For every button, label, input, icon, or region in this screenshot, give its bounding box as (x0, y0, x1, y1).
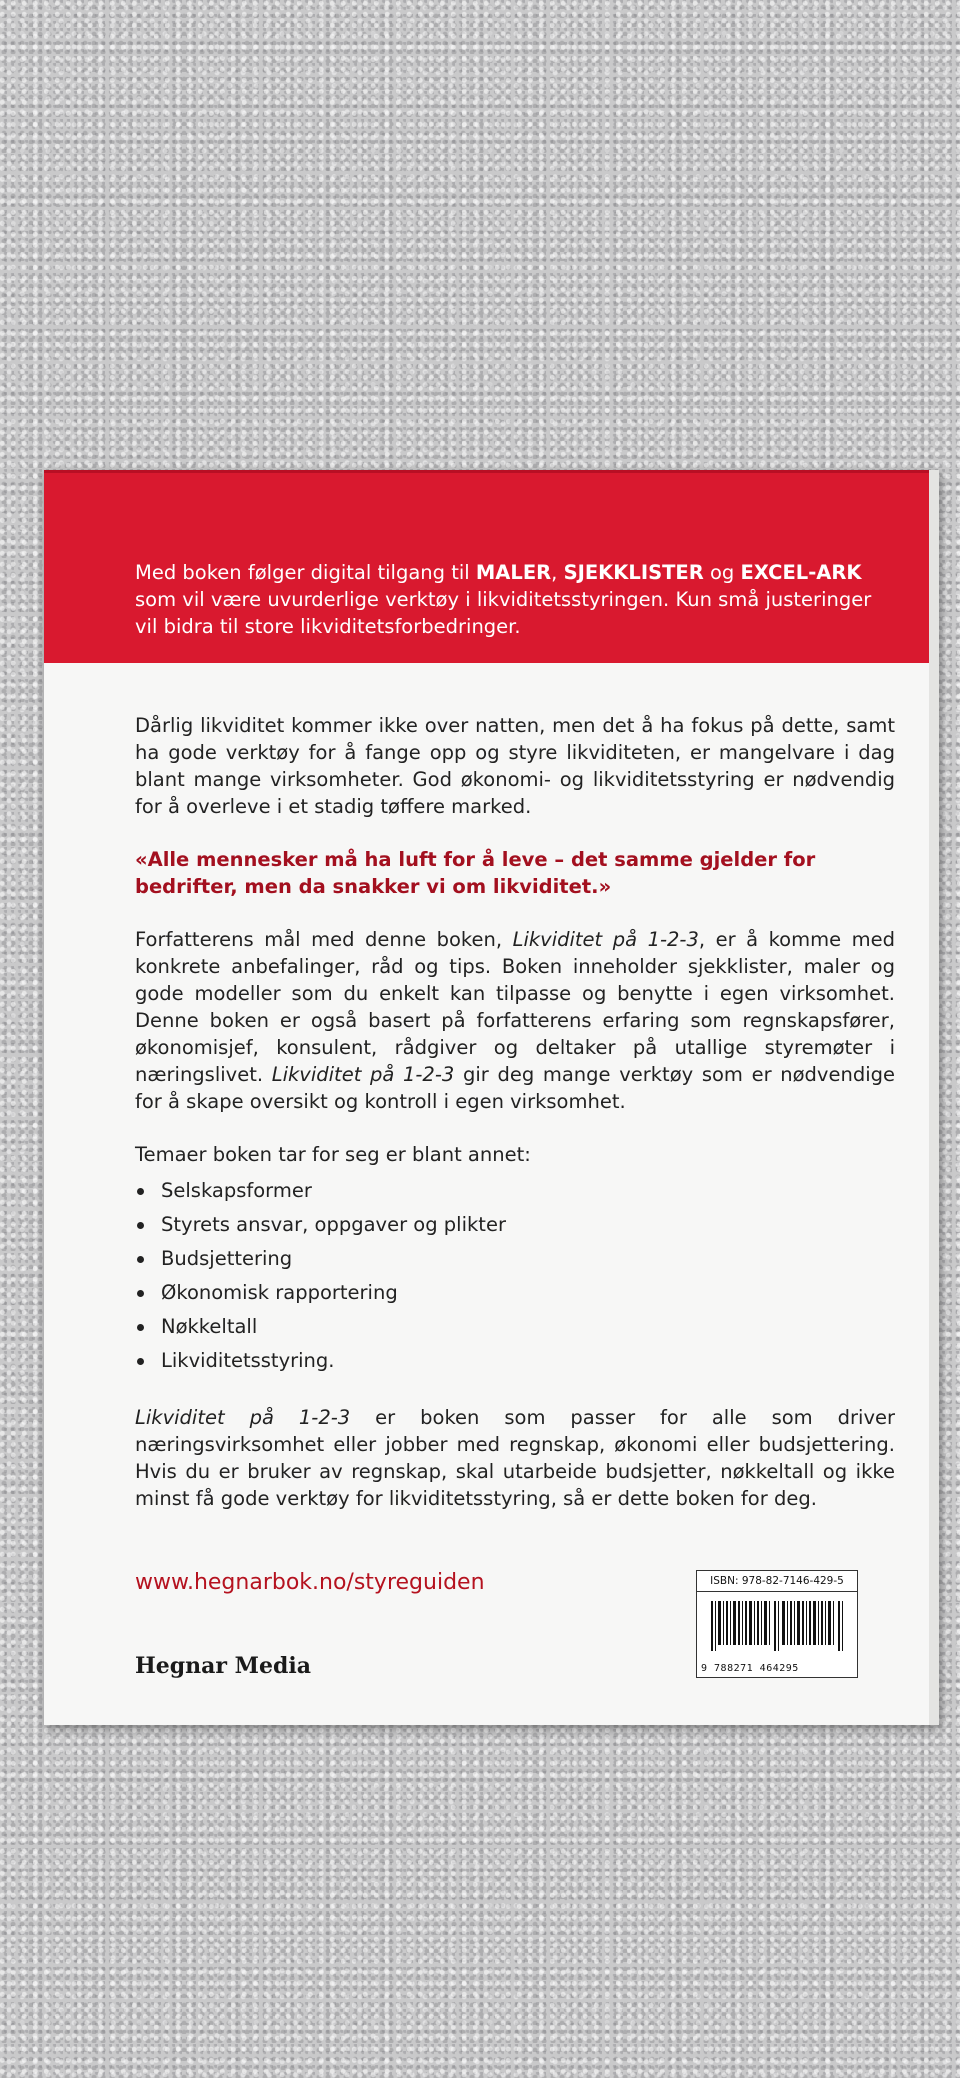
banner-keyword-maler: MALER (475, 561, 552, 584)
list-item: Styrets ansvar, oppgaver og plikter (135, 1208, 895, 1242)
text-run: , er å komme med konkrete anbefalinger, råd og tips. Boken inneholder sjekklister, maler og gode modeller som du enkelt kan tilpasse og benytte i egen virksomhet. Denne boken er også basert på forfatterens erfaring som regnskapsfører, økonomisjef, konsulent, rådgiver og deltaker på utallige styremøter i næringslivet. (135, 928, 895, 1086)
banner-keyword-excel-ark: EXCEL-ARK (740, 561, 862, 584)
banner-keyword-sjekklister: SJEKKLISTER (563, 561, 704, 584)
text-run: Forfatterens mål med denne boken, (135, 928, 513, 951)
pull-quote: «Alle mennesker må ha luft for å leve – det samme gjelder for bedrifter, men da snakker vi om likviditet.» (135, 848, 816, 898)
list-item: Økonomisk rapportering (135, 1276, 895, 1310)
paragraph-intro: Dårlig likviditet kommer ikke over natten, men det å ha fokus på dette, samt ha gode verktøy for å fange opp og styre likviditeten, er mangelvare i dag blant mange virksomheter. God økonomi- og likviditetsstyring er nødvendig for å overleve i et stadig tøffere marked. (135, 714, 895, 818)
book-title-italic: Likviditet på 1-2-3 (512, 928, 699, 951)
topics-intro: Temaer boken tar for seg er blant annet: (135, 1143, 531, 1166)
text-run: gir deg mange verktøy som er nødvendige for å skape oversikt og kontroll i egen virksomhet. (135, 1063, 895, 1113)
blurb (135, 712, 895, 1512)
book-title-italic: Likviditet på 1-2-3 (135, 1406, 351, 1429)
paragraph-audience (135, 1404, 895, 1512)
paragraph-author-goal (135, 926, 895, 1115)
isbn-label: ISBN: 978-82-7146-429-5 (697, 1575, 857, 1592)
banner-text-rest: som vil være uvurderlige verktøy i likviditetsstyringen. Kun små justeringer vil bidra til store likviditetsforbedringer. (135, 588, 872, 638)
list-item: Nøkkeltall (135, 1310, 895, 1344)
text-run: er boken som passer for alle som driver næringsvirksomhet eller jobber med regnskap, økonomi eller budsjettering. Hvis du er bruker av regnskap, skal utarbeide budsjetter, nøkkeltall og ikke minst få gode verktøy for likviditetsstyring, så er dette boken for deg. (135, 1406, 896, 1510)
list-item: Selskapsformer (135, 1174, 895, 1208)
barcode-digits: 9 788271 464295 (701, 1663, 799, 1674)
list-item: Likviditetsstyring. (135, 1344, 895, 1378)
barcode-icon (711, 1601, 845, 1651)
banner-text (135, 559, 895, 640)
banner-separator: , (551, 561, 564, 584)
banner-separator: og (703, 561, 741, 584)
banner-text-lead: Med boken følger digital tilgang til (135, 561, 476, 584)
topics-list (135, 1174, 895, 1378)
barcode-box (696, 1570, 858, 1678)
book-back-cover (44, 470, 939, 1725)
book-title-italic: Likviditet på 1-2-3 (271, 1063, 455, 1086)
red-banner (44, 470, 929, 663)
list-item: Budsjettering (135, 1242, 895, 1276)
website-url: www.hegnarbok.no/styreguiden (135, 1570, 485, 1595)
publisher-logo: Hegnar Media (135, 1653, 312, 1679)
